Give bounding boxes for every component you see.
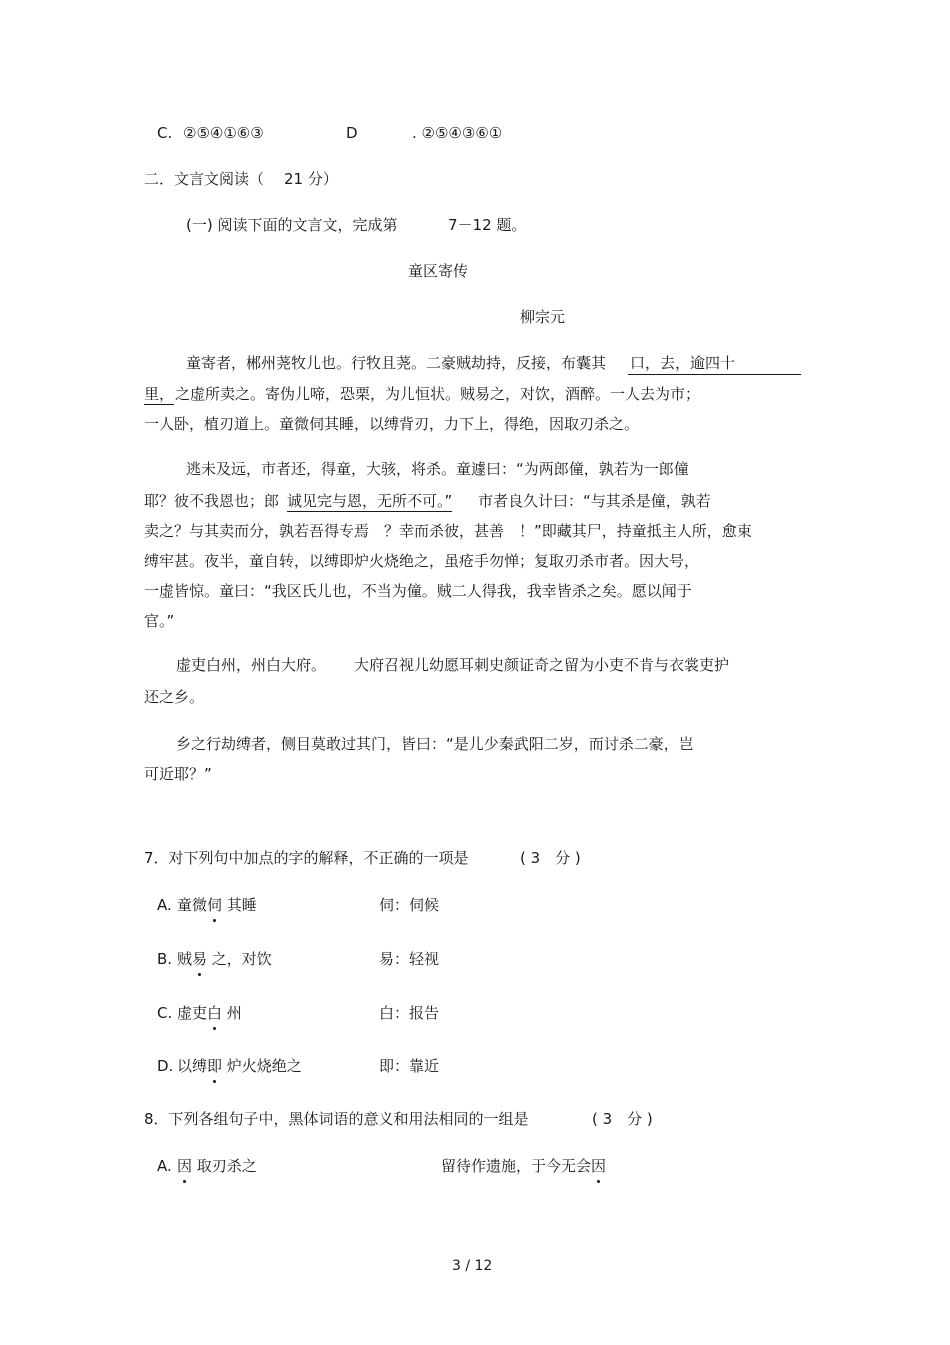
p2-line-2b: 诚见完与恩，无所不可。” <box>287 492 453 510</box>
option-text <box>177 949 272 969</box>
option-pre: 童微 <box>177 896 208 914</box>
p3-line-2: 还之乡。 <box>144 688 205 706</box>
option-pre: 贼 <box>177 950 193 968</box>
q8-stem: 8．下列各组句子中，黑体词语的意义和用法相同的一组是 <box>144 1110 529 1128</box>
page-number: 3 / 12 <box>452 1258 493 1274</box>
instruction-range: 7－12 题。 <box>448 216 527 234</box>
option-label: A. <box>157 1157 172 1175</box>
option-pre: 虚吏 <box>177 1004 208 1022</box>
option-gloss: 伺：伺候 <box>379 896 440 914</box>
dotted-char: 因 <box>177 1157 193 1175</box>
p2-line-1: 逃未及远，市者还，得童，大骇，将杀。童遽曰：“为两郎僮，孰若为一郎僮 <box>186 460 689 478</box>
p1-line-1b: 口，去，逾四十 <box>630 354 736 372</box>
p2-line-2c: 市者良久计曰：“与其杀是僮，孰若 <box>478 492 711 510</box>
dotted-char: 即 <box>207 1057 223 1075</box>
option-label: C. <box>157 1004 173 1022</box>
p1-line-3: 一人卧，植刃道上。童微伺其睡，以缚背刃，力下上，得绝，因取刃杀之。 <box>144 415 640 433</box>
section-heading: 二．文言文阅读（ <box>144 170 265 188</box>
p3-line-1b: 大府召视儿幼愿耳刺史颜证奇之留为小吏不肯与衣裳吏护 <box>354 656 730 674</box>
p2-line-3: 卖之？与其卖而分，孰若吾得专焉 ？幸而杀彼，甚善 ！”即藏其尸，持童抵主人所，愈束 <box>144 522 752 540</box>
option-label: B. <box>157 950 173 968</box>
option-text <box>177 1003 242 1023</box>
option-right-pre: 留待作遗施，于今无会 <box>441 1157 592 1175</box>
underline-rule <box>628 374 801 375</box>
option-text <box>177 1056 302 1076</box>
dotted-char: 白 <box>207 1004 223 1022</box>
p1-line-2a: 里， <box>144 385 175 403</box>
p1-line-1a: 童寄者，郴州荛牧儿也。行牧且荛。二豪贼劫持，反接，布囊其 <box>186 354 607 372</box>
option-gloss: 易：轻视 <box>379 950 440 968</box>
option-post: 之，对饮 <box>207 950 272 968</box>
essay-title: 童区寄传 <box>408 262 469 280</box>
p2-line-2a: 耶？彼不我恩也；郎 <box>144 492 280 510</box>
dotted-char: 伺 <box>207 896 223 914</box>
option-post: 炉火烧绝之 <box>222 1057 302 1075</box>
option-c-label: C. <box>157 124 173 142</box>
q8-score: ( 3 分 ) <box>592 1110 653 1128</box>
option-d-text: . ②⑤④③⑥① <box>412 124 503 142</box>
option-gloss: 白：报告 <box>379 1004 440 1022</box>
option-post: 州 <box>222 1004 242 1022</box>
option-text <box>177 895 257 915</box>
p2-line-6: 官。” <box>144 612 175 630</box>
q7-score: ( 3 分 ) <box>520 849 581 867</box>
option-post: 取刃杀之 <box>192 1157 257 1175</box>
p1-line-2b: 之虚所卖之。寄伪儿啼，恐栗，为儿恒状。贼易之，对饮，酒醉。一人去为市； <box>175 385 701 403</box>
option-post: 其睡 <box>222 896 257 914</box>
p2-line-5: 一虚皆惊。童曰：“我区氏儿也，不当为僮。贼二人得我，我幸皆杀之矣。愿以闻于 <box>144 582 692 600</box>
option-c-text: ②⑤④①⑥③ <box>183 124 264 142</box>
option-label: D. <box>157 1057 174 1075</box>
p3-line-1a: 虚吏白州，州白大府。 <box>176 656 327 674</box>
p4-line-2: 可近耶？” <box>144 765 212 783</box>
option-text <box>177 1156 257 1176</box>
option-gloss: 即：靠近 <box>379 1057 440 1075</box>
option-pre: 以缚 <box>177 1057 208 1075</box>
dotted-char: 因 <box>591 1157 607 1175</box>
option-right-text <box>441 1156 606 1176</box>
option-d-label: D <box>346 124 358 142</box>
q7-stem: 7．对下列句中加点的字的解释，不正确的一项是 <box>144 849 469 867</box>
dotted-char: 易 <box>192 950 208 968</box>
instruction-text: (一) 阅读下面的文言文，完成第 <box>186 216 398 234</box>
essay-author: 柳宗元 <box>520 308 566 326</box>
p2-line-4: 缚牢甚。夜半，童自转，以缚即炉火烧绝之，虽疮手勿惮；复取刃杀市者。因大号， <box>144 552 700 570</box>
p4-line-1: 乡之行劫缚者，侧目莫敢过其门，皆曰：“是儿少秦武阳二岁，而讨杀二豪，岂 <box>176 735 694 753</box>
option-label: A. <box>157 896 172 914</box>
section-score: 21 分） <box>284 170 338 188</box>
